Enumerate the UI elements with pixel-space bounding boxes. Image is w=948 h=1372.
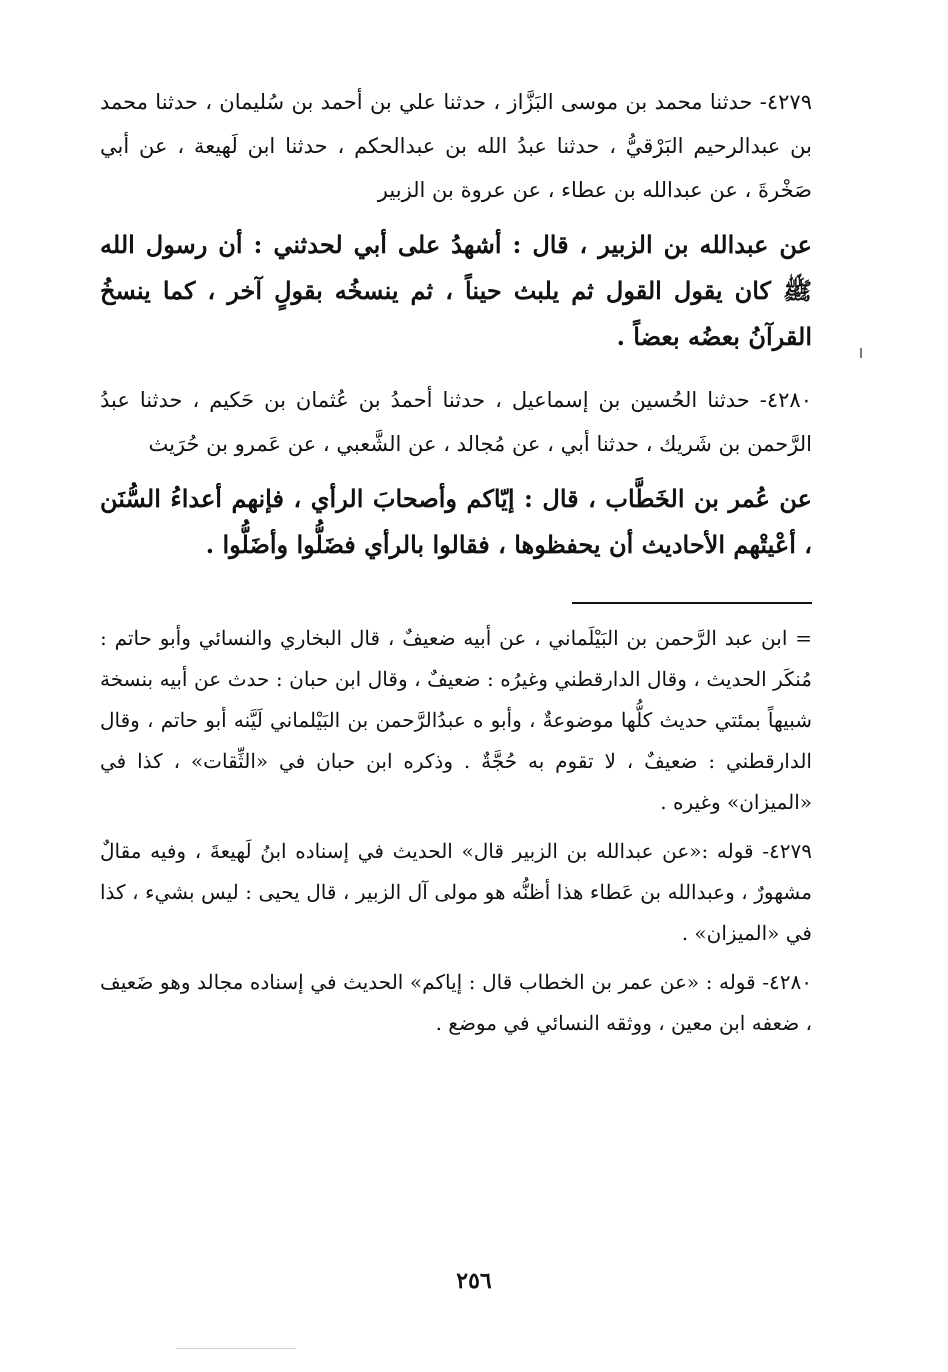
page-number: ٢٥٦ <box>456 1268 492 1294</box>
hadith-4279-matn: عن عبدالله بن الزبير ، قال : أشهدُ على أبي لحدثني : أن رسول الله ﷺ كان يقول القول ثم يلبث حيناً ، ثم ينسخُه بقولٍ آخر ، كما ينسخُ القرآنُ بعضُه بعضاً . <box>100 230 812 351</box>
book-page <box>100 80 812 1310</box>
hadith-4279-isnad: ٤٢٧٩- حدثنا محمد بن موسى البَزَّاز ، حدثنا علي بن أحمد بن سُليمان ، حدثنا محمد بن عبدالرحيم البَرْقيُّ ، حدثنا عبدُ الله بن عبدالحكم ، حدثنا ابن لَهيعة ، عن أبي صَخْرةَ ، عن عبدالله بن عطاء ، عن عروة بن الزبير <box>100 90 812 202</box>
footnote-divider <box>572 602 812 604</box>
scan-mark <box>860 348 862 358</box>
hadith-4280-isnad: ٤٢٨٠- حدثنا الحُسين بن إسماعيل ، حدثنا أحمدُ بن عُثمان بن حَكيم ، حدثنا عبدُ الرَّحمن بن شَريك ، حدثنا أبي ، عن مُجالد ، عن الشَّعبي ، عن عَمرو بن حُرَيث <box>100 388 812 456</box>
footnote-continued: = ابن عبد الرَّحمن بن البَيْلَماني ، عن أبيه ضعيفٌ ، قال البخاري والنسائي وأبو حاتم : مُنكَر الحديث ، وقال الدارقطني وغيرُه : ضعيفٌ ، وقال ابن حبان : حدث عن أبيه بنسخة شبيهاً بمئتي حديث كلُّها موضوعةٌ ، وأبو ه عبدُالرَّحمن بن البَيْلماني لَيَّنه أبو حاتم ، وقال الدارقطني : ضعيفٌ ، لا تقوم به حُجَّةٌ . وذكره ابن حبان في «الثِّقات» ، كذا في «الميزان» وغيره . <box>100 626 812 814</box>
footnotes-section <box>100 618 812 1044</box>
footnote-4279: ٤٢٧٩- قوله :«عن عبدالله بن الزبير قال» الحديث في إسناده ابنُ لَهيعةَ ، وفيه مقالٌ مشهورٌ ، وعبدالله بن عَطاء هذا أظنُّه هو مولى آل الزبير ، قال يحيى : ليس بشيء ، كذا في «الميزان» . <box>100 839 812 945</box>
footnote-4280: ٤٢٨٠- قوله : «عن عمر بن الخطاب قال : إياكم» الحديث في إسناده مجالد وهو ضَعيف ، ضعفه ابن معين ، ووثقه النسائي في موضع . <box>100 970 812 1035</box>
hadith-4280-matn: عن عُمر بن الخَطَّاب ، قال : إيّاكم وأصحابَ الرأي ، فإنهم أعداءُ السُّنَن ، أعْيتْهم الأحاديث أن يحفظوها ، فقالوا بالرأي فضَلُّوا وأضَلُّوا . <box>100 484 812 559</box>
scan-edge-line <box>176 1348 296 1349</box>
